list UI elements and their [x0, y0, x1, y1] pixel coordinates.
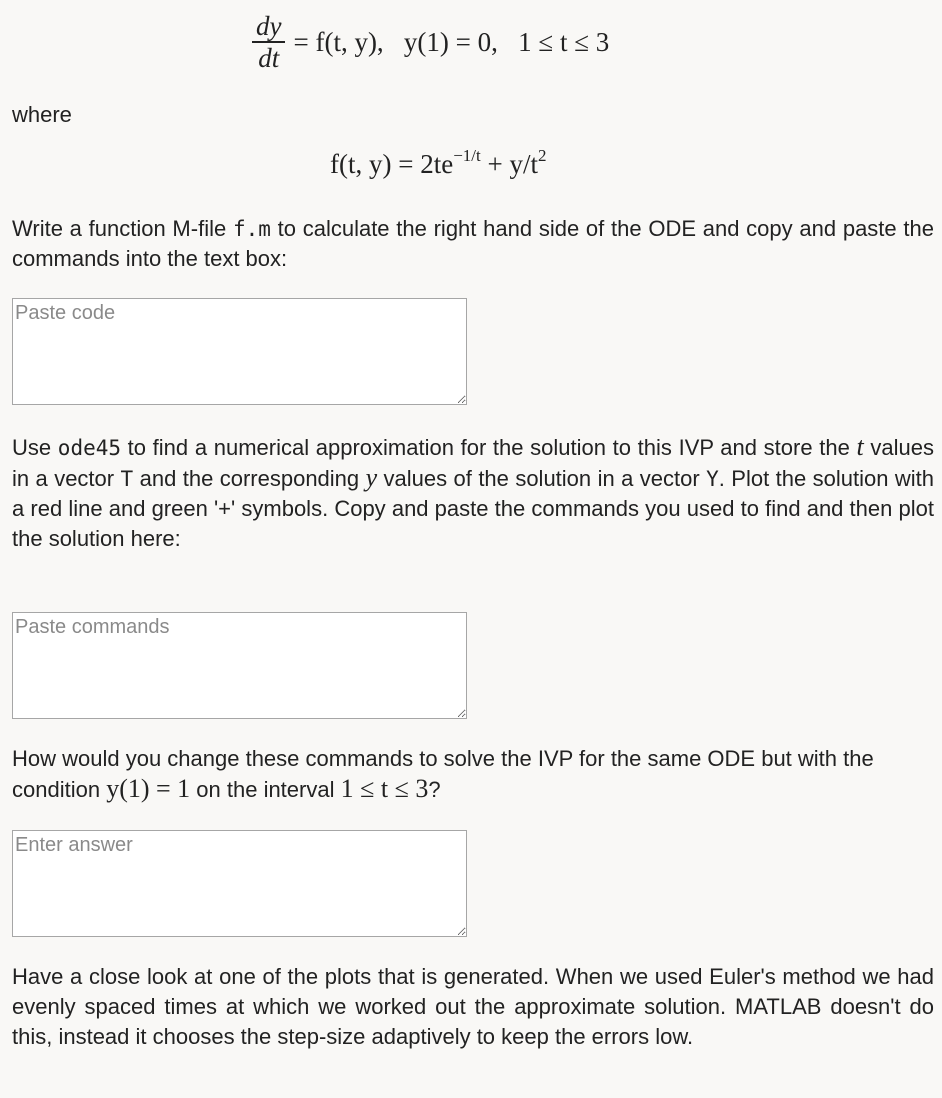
instruction-paragraph-3 — [12, 744, 934, 805]
p2-text-3: values in a vector — [12, 435, 934, 491]
paste-code-textarea[interactable] — [12, 298, 467, 405]
p3-text-1: How would you change these commands to solve the IVP for the same ODE but with the condition — [12, 746, 874, 802]
p1-code-filename: f.m — [232, 217, 271, 241]
p2-code-T: T — [120, 467, 134, 491]
explanation-paragraph: Have a close look at one of the plots that is generated. When we used Euler's method we had evenly spaced times at which we worked out the approximate solution. MATLAB doesn't do this, instead it chooses the step-size adaptively to keep the errors low. — [12, 964, 934, 1049]
derivative-fraction — [252, 11, 285, 73]
instruction-paragraph-2 — [12, 432, 934, 554]
equation-rest: = f(t, y), y(1) = 0, 1 ≤ t ≤ 3 — [293, 26, 610, 57]
enter-answer-textarea[interactable] — [12, 830, 467, 937]
p2-text-4: and the corresponding — [133, 466, 366, 491]
equation2-lhs: f(t, y) = 2te — [330, 149, 454, 179]
equation2-plus-term: + y/t — [480, 149, 538, 179]
p3-math-interval: 1 ≤ t ≤ 3 — [340, 774, 429, 803]
p2-text-6: . Plot the solution with a red line and green '+' symbols. Copy and paste the commands you used to find and then plot the solution here: — [12, 466, 934, 551]
function-definition-equation — [330, 144, 546, 184]
p2-code-Y: Y — [706, 467, 719, 491]
paste-commands-textarea[interactable] — [12, 612, 467, 719]
p3-math-condition: y(1) = 1 — [106, 774, 191, 803]
p2-text-5: values of the solution in a vector — [377, 466, 707, 491]
p1-text-1: Write a function M-file — [12, 216, 233, 241]
p3-text-2: on the interval — [190, 777, 341, 802]
equation2-exponent: −1/t — [453, 146, 481, 165]
equation2-exponent-2: 2 — [537, 146, 547, 165]
where-label: where — [12, 102, 72, 127]
instruction-paragraph-1 — [12, 214, 934, 274]
p2-math-y: y — [365, 463, 378, 492]
p2-text-1: Use — [12, 435, 58, 460]
ivp-equation — [252, 4, 609, 80]
fraction-denominator: dt — [258, 42, 280, 73]
p3-text-3: ? — [428, 777, 441, 802]
fraction-numerator: dy — [256, 11, 282, 42]
p2-math-t: t — [856, 432, 864, 461]
p2-text-2: to find a numerical approximation for the solution to this IVP and store the — [121, 435, 857, 460]
p2-code-ode45: ode45 — [57, 436, 122, 460]
p1-text-2: to calculate the right hand side of the ODE and copy and paste the commands into the text box: — [12, 216, 934, 271]
